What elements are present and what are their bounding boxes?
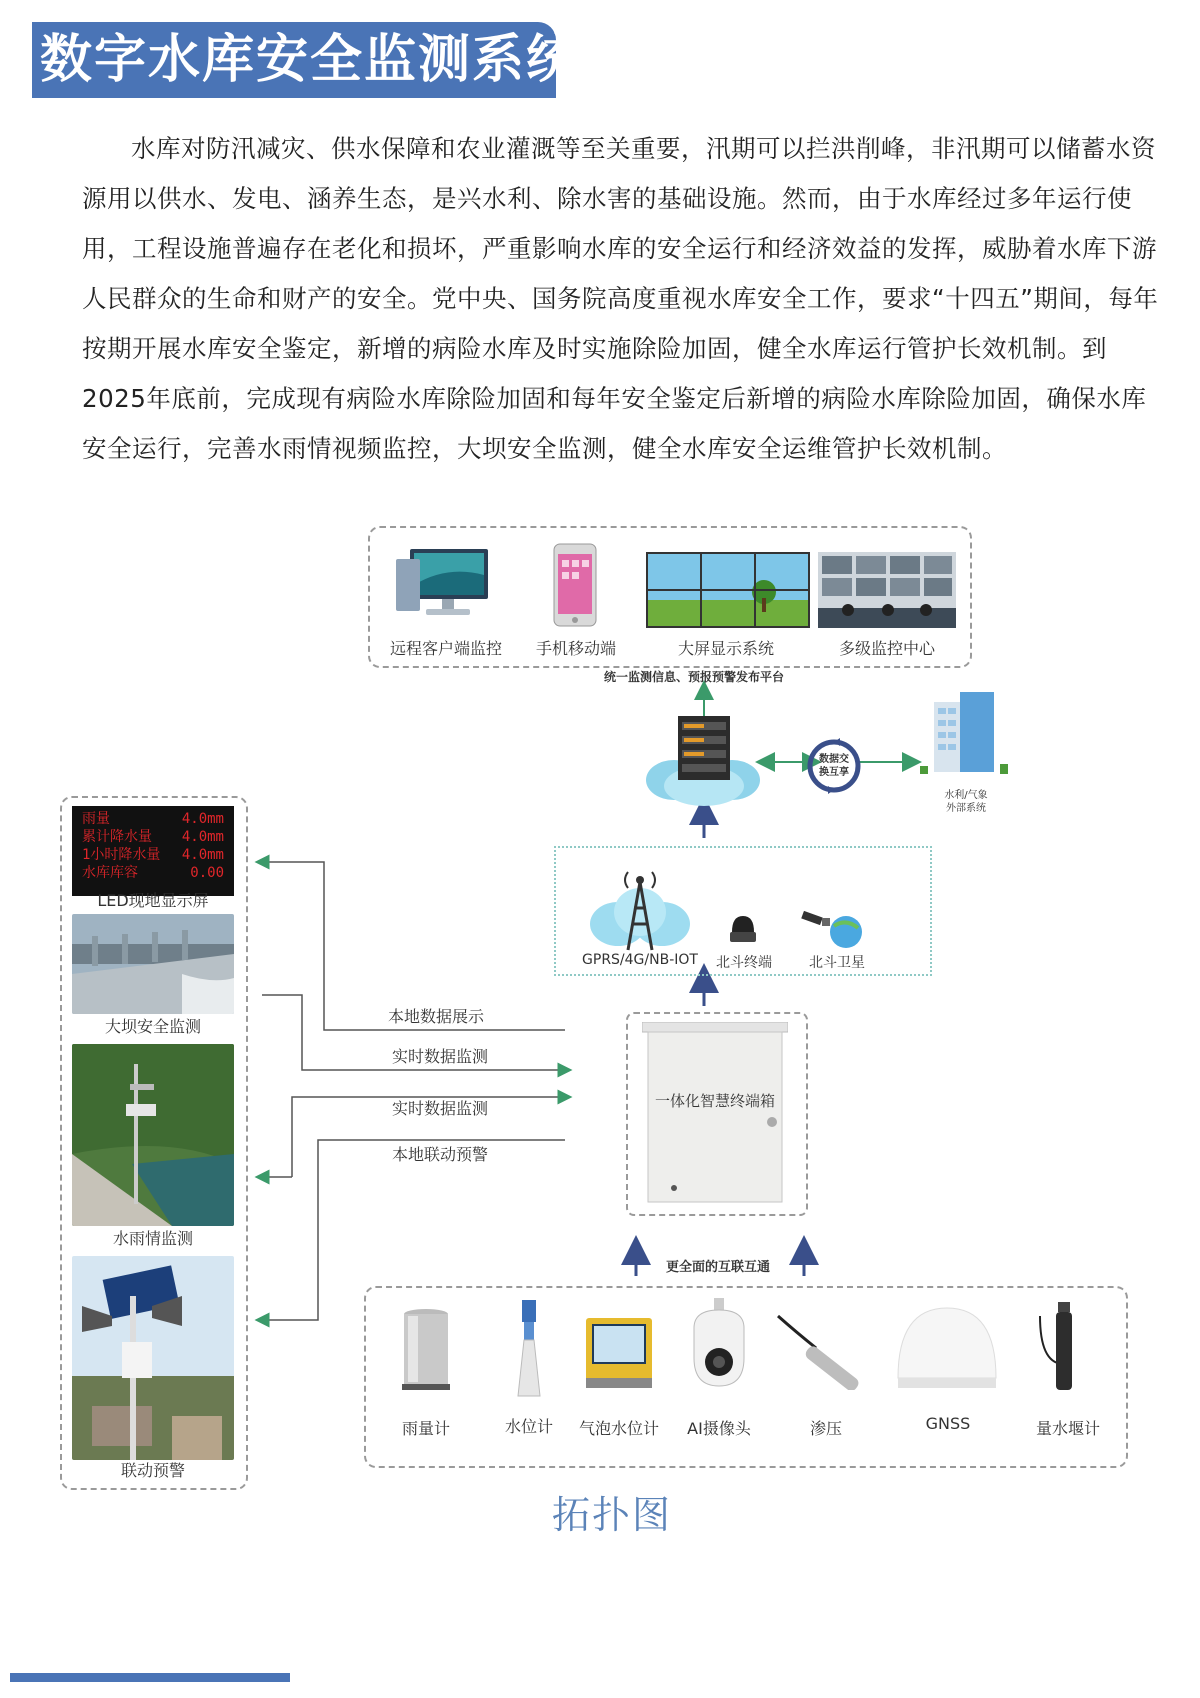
comms-label-gprs: GPRS/4G/NB-IOT [582, 952, 698, 968]
led-row: 雨量 4.0mm [82, 811, 224, 827]
dam-photo [72, 914, 234, 1014]
sensor-label-seepage: 渗压 [809, 1419, 842, 1438]
left-label-rain: 水雨情监测 [112, 1229, 193, 1248]
gnss-dome-icon [894, 1306, 1000, 1392]
platform-label: 统一监测信息、预报预警发布平台 [604, 670, 785, 684]
bubble-level-meter-icon [586, 1318, 652, 1388]
led-display [72, 806, 234, 896]
computer-icon [392, 545, 492, 625]
external-label-line1: 水利/气象 [944, 790, 988, 801]
sensor-label-level: 水位计 [504, 1417, 553, 1436]
left-label-alarm: 联动预警 [120, 1461, 185, 1480]
ai-camera-icon [690, 1298, 748, 1390]
comms-label-satellite: 北斗卫星 [809, 955, 865, 971]
link-label-realtime-2: 实时数据监测 [392, 1099, 489, 1118]
left-label-dam: 大坝安全监测 [104, 1017, 201, 1036]
link-label-local-display: 本地数据展示 [388, 1007, 485, 1026]
link-label-linkage: 本地联动预警 [392, 1145, 489, 1164]
alarm-photo [72, 1256, 234, 1460]
external-label-line2: 外部系统 [946, 803, 986, 814]
sensor-label-weir: 量水堰计 [1035, 1419, 1100, 1438]
bottom-accent-bar [10, 1673, 290, 1682]
rain-monitor-photo [72, 1044, 234, 1226]
diagram-caption: 拓扑图 [552, 1493, 673, 1537]
display-label-mobile: 手机移动端 [535, 639, 616, 658]
cloud-server-icon [644, 712, 762, 808]
led-row: 累计降水量 4.0mm [82, 829, 224, 845]
left-label-led: LED现地显示屏 [97, 891, 209, 910]
monitoring-center-icon [818, 552, 956, 628]
interconnect-label: 更全面的互联互通 [666, 1260, 771, 1275]
sensor-label-rain: 雨量计 [401, 1419, 450, 1438]
water-level-meter-icon [514, 1300, 544, 1400]
led-row: 1小时降水量 4.0mm [82, 847, 224, 863]
page-title: 数字水库安全监测系统 [40, 30, 581, 90]
seepage-sensor-icon [776, 1312, 874, 1390]
terminal-label: 一体化智慧终端箱 [654, 1092, 775, 1110]
display-label-bigscreen: 大屏显示系统 [677, 639, 774, 658]
comms-label-terminal: 北斗终端 [716, 955, 772, 971]
exchange-label-line2: 换互享 [819, 767, 849, 778]
beidou-terminal-icon [728, 912, 758, 948]
mobile-phone-icon [552, 542, 598, 628]
led-row: 水库库容 0.00 [82, 865, 224, 881]
exchange-label-line1: 数据交 [819, 754, 849, 765]
display-label-center: 多级监控中心 [838, 639, 935, 658]
satellite-icon [800, 904, 864, 950]
intro-paragraph: 水库对防汛减灾、供水保障和农业灌溉等至关重要，汛期可以拦洪削峰，非汛期可以储蓄水资源用以供水、发电、涵养生态，是兴水利、除水害的基础设施。然而，由于水库经过多年运行使用，工程设施普遍存在老化和损坏，严重影响水库的安全运行和经济效益的发挥，威胁着水库下游人民群众的生命和财产的安全。党中央、国务院高度重视水库安全工作，要求“十四五”期间，每年按期开展水库安全鉴定，新增的病险水库及时实施除险加固，健全水库运行管护长效机制。到2025年底前，完成现有病险水库除险加固和每年安全鉴定后新增的病险水库除险加固，确保水库安全运行，完善水雨情视频监控，大坝安全监测，健全水库安全运维管护长效机制。 [82, 134, 1159, 463]
building-icon [920, 692, 1010, 778]
link-label-realtime-1: 实时数据监测 [392, 1047, 489, 1066]
weir-meter-icon [1036, 1302, 1086, 1396]
video-wall-icon [646, 552, 810, 628]
display-label-remote: 远程客户端监控 [389, 639, 502, 658]
terminal-box-icon [642, 1022, 788, 1204]
sensor-label-bubble: 气泡水位计 [578, 1419, 659, 1438]
sensor-label-gnss: GNSS [925, 1414, 971, 1433]
sensor-label-camera: AI摄像头 [687, 1419, 751, 1438]
rain-gauge-icon [402, 1308, 450, 1392]
cell-tower-icon [588, 868, 692, 952]
